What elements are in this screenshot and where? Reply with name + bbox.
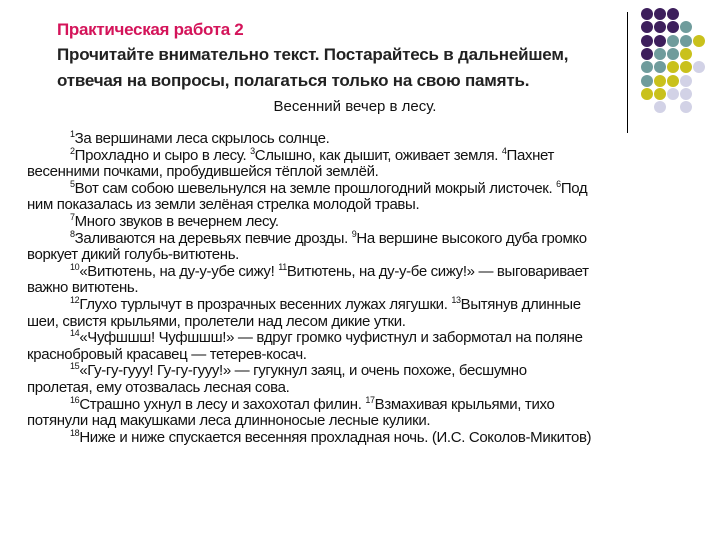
sentence-text: Витютень, на ду-у-бе сижу!» — выговаривает	[286, 262, 589, 280]
sentence-number: 13	[451, 294, 461, 305]
sentence-text: важно витютень.	[27, 279, 139, 297]
sentence-number: 4	[501, 145, 507, 156]
sentence-number: 9	[351, 228, 357, 239]
decorative-dot	[654, 35, 666, 47]
sentence-text: Глухо турлычут в прозрачных весенних лужах лягушки.	[79, 295, 452, 313]
sentence-text: пролетая, ему отозвалась лесная сова.	[27, 378, 290, 396]
text-body	[27, 131, 717, 446]
decorative-dot	[680, 101, 692, 113]
sentence-number: 7	[70, 211, 75, 222]
text-line	[27, 261, 717, 281]
sentence-number: 11	[278, 261, 287, 272]
sentence-number: 1	[70, 129, 75, 139]
decorative-dot	[641, 75, 653, 87]
text-line	[27, 314, 717, 331]
sentence-text: На вершине высокого дуба громко	[356, 229, 587, 247]
decorative-dot	[654, 8, 666, 20]
sentence-text: Ниже и ниже спускается весенняя прохладная ночь. (И.С. Соколов-Микитов)	[79, 428, 592, 446]
decorative-dot	[680, 35, 692, 47]
sentence-text: Много звуков в вечернем лесу.	[74, 212, 279, 230]
sentence-text: Страшно ухнул в лесу и захохотал филин.	[79, 395, 366, 413]
decorative-dot	[654, 101, 666, 113]
text-line	[27, 131, 717, 148]
decorative-dot	[654, 75, 666, 87]
sentence-number: 12	[70, 294, 80, 305]
decorative-dot	[693, 35, 705, 47]
decorative-dot	[641, 88, 653, 100]
sentence-number: 17	[365, 394, 375, 405]
sentence-text: «Гу-гу-гууу! Гу-гу-гууу!» — гугукнул заяц, и очень похоже, бесшумно	[79, 362, 527, 380]
text-line	[27, 178, 717, 198]
decorative-dot	[680, 61, 692, 73]
decorative-dot	[654, 48, 666, 60]
task-instruction	[57, 42, 657, 94]
sentence-text: «Витютень, на ду-у-убе сижу!	[79, 262, 279, 280]
decorative-dot	[680, 88, 692, 100]
text-line	[27, 211, 717, 231]
text-line	[27, 330, 717, 347]
sentence-number: 3	[250, 145, 255, 156]
text-line	[27, 294, 717, 314]
decorative-dot	[641, 8, 653, 20]
sentence-text: ним показалась из земли зелёная стрелка молодой травы.	[27, 196, 420, 214]
text-line	[27, 394, 717, 414]
sentence-number: 8	[70, 228, 75, 239]
sentence-number: 14	[70, 328, 80, 339]
sentence-number: 15	[70, 361, 80, 372]
sentence-number: 16	[70, 394, 80, 405]
task-line: Прочитайте внимательно текст. Постарайтесь в дальнейшем,	[57, 45, 569, 64]
sentence-number: 5	[70, 178, 75, 189]
sentence-text: воркует дикий голубь-витютень.	[27, 246, 239, 264]
task-line: отвечая на вопросы, полагаться только на свою память.	[57, 71, 530, 90]
sentence-text: Вытянув длинные	[460, 295, 581, 313]
sentence-text: Прохладно и сыро в лесу.	[74, 146, 251, 164]
decorative-dot	[667, 48, 679, 60]
text-line	[27, 197, 717, 214]
decorative-dot	[667, 61, 679, 73]
sentence-number: 6	[556, 178, 561, 189]
text-line	[27, 413, 717, 430]
decorative-dot	[654, 61, 666, 73]
sentence-text: «Чуфшшш! Чуфшшш!» — вдруг громко чуфистнул и забормотал на поляне	[79, 329, 583, 347]
decorative-dot	[680, 75, 692, 87]
slide-title: Практическая работа 2	[57, 20, 244, 39]
text-line	[27, 228, 717, 248]
sentence-text: Заливаются на деревьях певчие дрозды.	[74, 229, 352, 247]
sentence-text: потянули над макушками леса длинноносые лесные кулики.	[27, 412, 431, 430]
sentence-text: Пахнет	[506, 146, 555, 164]
sentence-text: Слышно, как дышит, оживает земля.	[254, 146, 502, 164]
text-line	[27, 247, 717, 264]
decorative-dot	[667, 21, 679, 33]
sentence-number: 2	[70, 145, 75, 156]
decorative-dot	[667, 35, 679, 47]
decorative-dot	[680, 48, 692, 60]
divider-line	[627, 12, 628, 133]
text-line	[27, 427, 717, 447]
decorative-dot	[641, 48, 653, 60]
sentence-text: Под	[560, 179, 588, 197]
text-line	[27, 164, 717, 181]
sentence-text: шеи, свистя крыльями, пролетели над лесом дикие утки.	[27, 312, 406, 330]
decorative-dot	[693, 61, 705, 73]
sentence-text: Вот сам собою шевельнулся на земле прошлогодний мокрый листочек.	[74, 179, 557, 197]
decorative-dot	[641, 21, 653, 33]
decorative-dot	[654, 88, 666, 100]
sentence-text: За вершинами леса скрылось солнце.	[74, 130, 330, 147]
sentence-text: Взмахивая крыльями, тихо	[374, 395, 555, 413]
text-line	[27, 363, 717, 380]
text-title: Весенний вечер в лесу.	[273, 98, 437, 115]
decorative-dot	[654, 21, 666, 33]
decorative-dot	[680, 21, 692, 33]
sentence-text: краснобровый красавец — тетерев-косач.	[27, 345, 307, 363]
decorative-dot	[667, 75, 679, 87]
text-line	[27, 347, 717, 364]
text-line	[27, 280, 717, 297]
decorative-dot	[641, 35, 653, 47]
sentence-number: 10	[70, 261, 80, 272]
sentence-text: весенними почками, пробудившейся тёплой землёй.	[27, 163, 379, 181]
text-line	[27, 145, 717, 165]
decorative-dot	[667, 8, 679, 20]
decorative-dot	[667, 88, 679, 100]
sentence-number: 18	[70, 427, 80, 438]
